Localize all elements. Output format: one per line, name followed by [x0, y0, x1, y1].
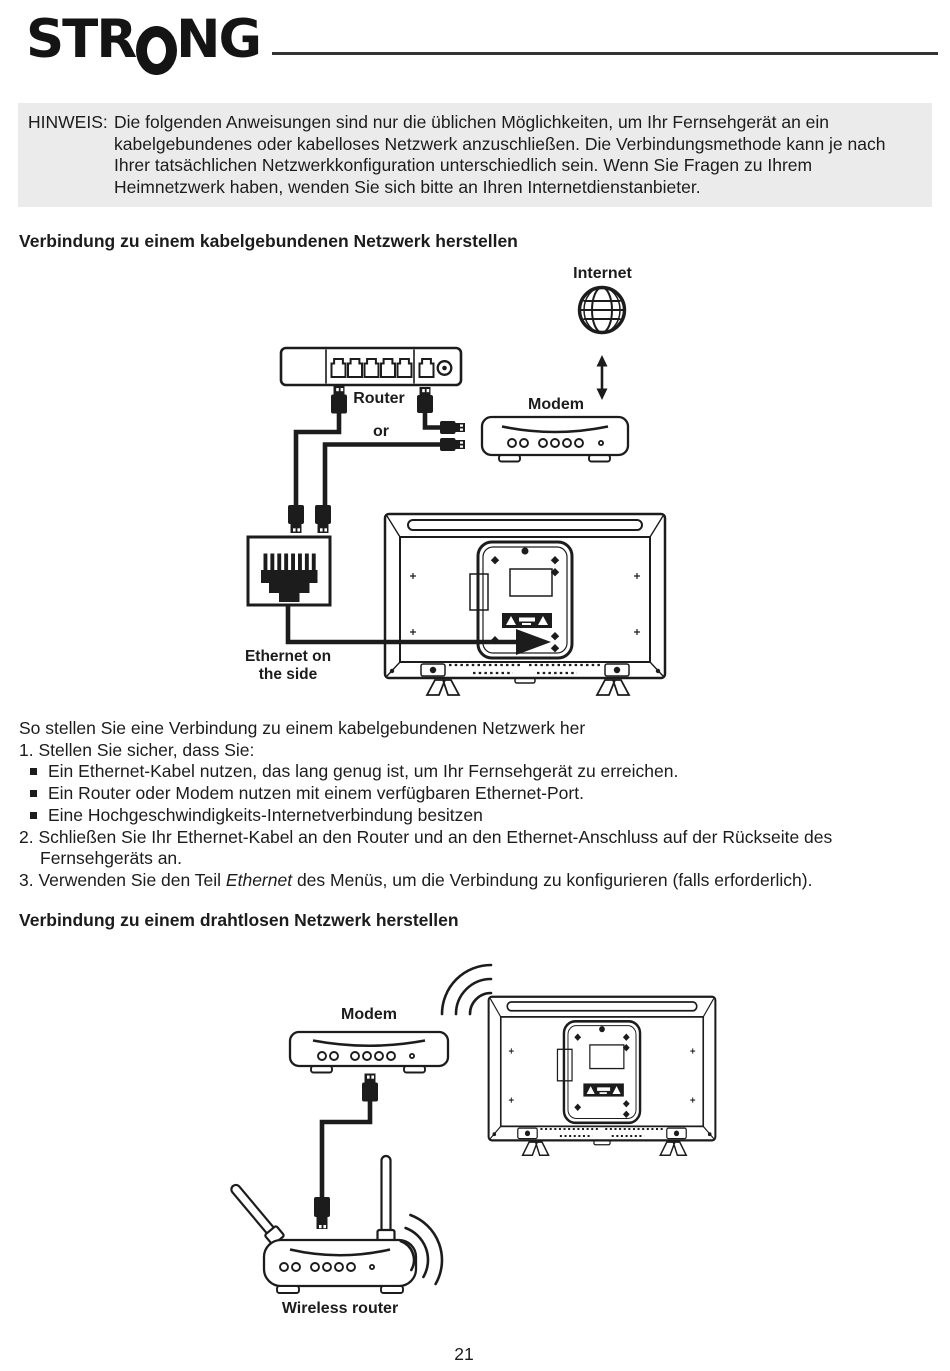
wired-step-2: 2. Schließen Sie Ihr Ethernet-Kabel an den Router und an den Ethernet-Anschluss auf der Rückseite des Fernsehgeräts an. — [19, 826, 833, 869]
tv-back-view — [385, 514, 665, 695]
note-text: Die folgenden Anweisungen sind nur die üblichen Möglichkeiten, um Ihr Fernsehgerät an ein kabelgebundenes oder kabelloses Netzwerk anzuschließen. Die Verbindungsmethode kann je nach Ihrer tatsächlichen Netzwerkkonfiguration unterschiedlich sein. Wenn Sie Fragen zu Ihrem Heimnetzwerk haben, wenden Sie sich bitte an Ihren Internetdienstanbieter. — [114, 112, 886, 197]
up-down-arrow-icon — [597, 355, 608, 400]
wired-network-diagram — [0, 255, 950, 715]
list-item — [19, 783, 925, 805]
note-label: HINWEIS: — [28, 112, 108, 132]
bullet-icon — [30, 768, 37, 775]
wireless-router-label: Wireless router — [281, 1300, 399, 1317]
list-item — [19, 805, 925, 827]
bullet-text: Ein Ethernet-Kabel nutzen, das lang genug ist, um Ihr Fernsehgerät zu erreichen. — [48, 761, 679, 782]
wired-instructions — [19, 718, 925, 892]
wired-step-1: 1. Stellen Sie sicher, dass Sie: — [19, 739, 255, 760]
bullet-icon — [30, 812, 37, 819]
ethernet-wall-port — [248, 537, 330, 605]
modem-label: Modem — [528, 396, 584, 413]
internet-label: Internet — [573, 265, 632, 282]
step3-suffix: des Menüs, um die Verbindung zu konfigurieren (falls erforderlich). — [292, 869, 813, 890]
wireless-section-heading: Verbindung zu einem drahtlosen Netzwerk herstellen — [19, 910, 459, 930]
step3-menu-item: Ethernet — [225, 869, 293, 890]
ethernet-side-label: Ethernet on the side — [244, 648, 332, 683]
ethernet-cable — [314, 1074, 378, 1230]
page-number: 21 — [454, 1344, 474, 1364]
wireless-network-diagram — [0, 940, 950, 1335]
modem-label: Modem — [341, 1006, 397, 1023]
brand-logo-right: NG — [176, 9, 260, 70]
router-label: Router — [353, 390, 405, 407]
brand-logo-o — [136, 26, 177, 75]
step3-prefix: 3. Verwenden Sie den Teil — [19, 869, 226, 890]
note-box — [18, 103, 932, 207]
bullet-text: Eine Hochgeschwindigkeits-Internetverbindung besitzen — [48, 804, 483, 825]
tv-back-view — [489, 997, 716, 1155]
bullet-icon — [30, 790, 37, 797]
router-device — [281, 348, 461, 385]
wired-step-3 — [19, 870, 925, 892]
brand-logo-left: STR — [26, 9, 136, 70]
bullet-text: Ein Router oder Modem nutzen mit einem verfügbaren Ethernet-Port. — [48, 783, 584, 804]
internet-globe-icon — [580, 288, 625, 333]
modem-device — [482, 417, 628, 462]
list-item — [19, 761, 925, 783]
ethernet-cables — [288, 386, 465, 533]
wifi-waves-icon — [442, 965, 491, 1014]
wired-section-heading: Verbindung zu einem kabelgebundenen Netzwerk herstellen — [19, 231, 518, 251]
or-label: or — [373, 423, 389, 440]
header-rule — [272, 52, 938, 55]
brand-logo — [26, 9, 260, 75]
modem-device — [290, 1032, 448, 1073]
arrow-to-tv-icon — [516, 629, 551, 655]
wired-intro: So stellen Sie eine Verbindung zu einem kabelgebundenen Netzwerk her — [19, 718, 586, 738]
